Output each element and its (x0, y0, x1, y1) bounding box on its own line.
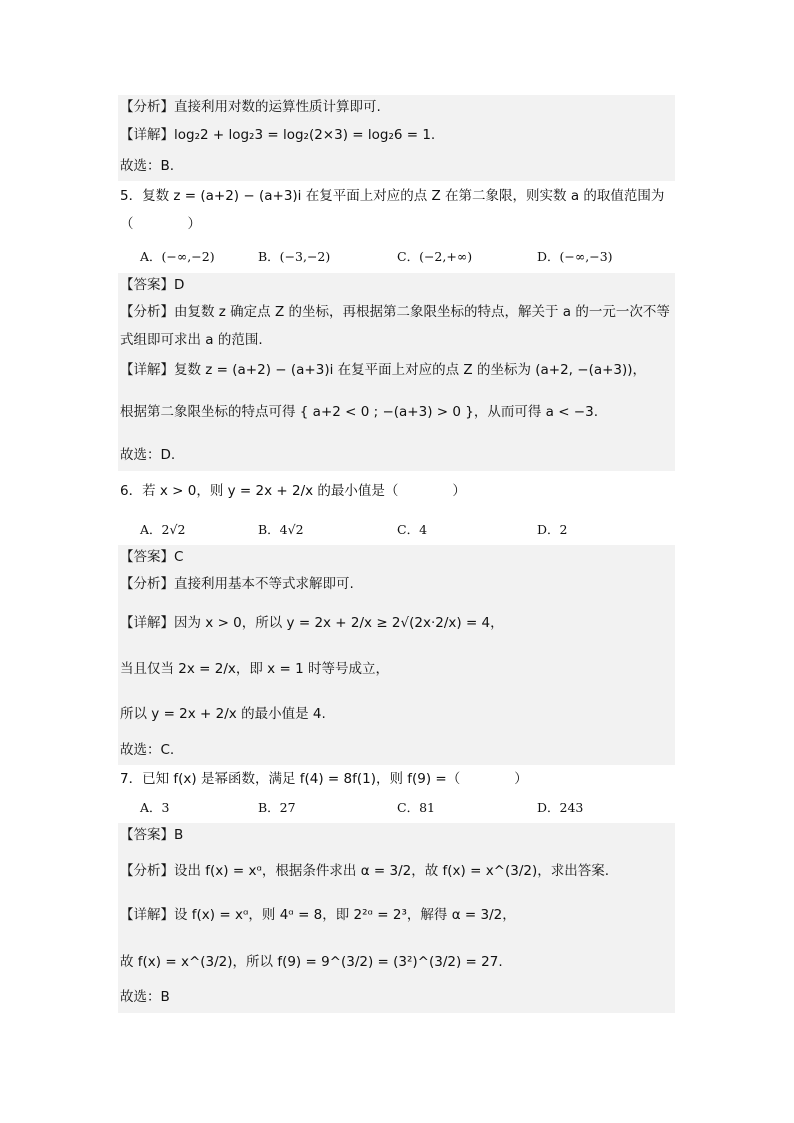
q7-option-c: C．81 (397, 800, 435, 815)
q7-choice: 故选：B (120, 989, 170, 1005)
q6-option-a: A．2√2 (140, 522, 186, 537)
q5-detail-line2: 根据第二象限坐标的特点可得 { a+2 < 0 ; −(a+3) > 0 }，从而可得 a < −3. (120, 404, 598, 420)
q5-analysis-line1: 【分析】由复数 z 确定点 Z 的坐标，再根据第二象限坐标的特点，解关于 a 的一元一次不等 (120, 304, 670, 320)
q6-option-d: D．2 (537, 522, 568, 537)
q4-choice: 故选：B. (120, 158, 175, 174)
q5-option-a: A．(−∞,−2) (140, 249, 215, 264)
q6-detail-line3: 所以 y = 2x + 2/x 的最小值是 4. (120, 706, 326, 722)
q5-answer: 【答案】D (120, 277, 185, 293)
q6-detail-line1: 【详解】因为 x > 0，所以 y = 2x + 2/x ≥ 2√(2x·2/x) = 4， (120, 615, 504, 631)
q7-option-a: A．3 (140, 800, 170, 815)
q6-analysis: 【分析】直接利用基本不等式求解即可. (120, 576, 354, 592)
q5-option-d: D．(−∞,−3) (537, 249, 613, 264)
q7-detail-line2: 故 f(x) = x^(3/2)，所以 f(9) = 9^(3/2) = (3²)^(3/2) = 27. (120, 954, 503, 970)
q7-answer: 【答案】B (120, 827, 184, 843)
q6-option-b: B．4√2 (258, 522, 304, 537)
q5-analysis-line2: 式组即可求出 a 的范围. (120, 332, 263, 348)
q5-option-b: B．(−3,−2) (258, 249, 331, 264)
q6-option-c: C．4 (397, 522, 428, 537)
q6-choice: 故选：C. (120, 742, 175, 758)
q5-detail-line1: 【详解】复数 z = (a+2) − (a+3)i 在复平面上对应的点 Z 的坐标为 (a+2, −(a+3))， (120, 362, 647, 378)
q7-option-d: D．243 (537, 800, 584, 815)
q6-detail-line2: 当且仅当 2x = 2/x，即 x = 1 时等号成立， (120, 661, 389, 677)
q6-answer: 【答案】C (120, 549, 184, 565)
q7-analysis: 【分析】设出 f(x) = xᵅ，根据条件求出 α = 3/2，故 f(x) = x^(3/2)，求出答案. (120, 863, 610, 879)
q4-detail: 【详解】log₂2 + log₂3 = log₂(2×3) = log₂6 = 1. (120, 127, 436, 143)
q7-detail-line1: 【详解】设 f(x) = xᵅ，则 4ᵅ = 8，即 2²ᵅ = 2³，解得 α = 3/2， (120, 907, 516, 923)
q5-stem-line2: （ ） (120, 216, 201, 232)
q4-analysis: 【分析】直接利用对数的运算性质计算即可. (120, 99, 381, 115)
q7-option-b: B．27 (258, 800, 296, 815)
q6-stem: 6．若 x > 0，则 y = 2x + 2/x 的最小值是（ ） (120, 483, 466, 499)
q5-stem-line1: 5．复数 z = (a+2) − (a+3)i 在复平面上对应的点 Z 在第二象限，则实数 a 的取值范围为 (120, 188, 665, 204)
q5-option-c: C．(−2,+∞) (397, 249, 473, 264)
q5-choice: 故选：D. (120, 447, 176, 463)
q7-stem: 7．已知 f(x) 是幂函数，满足 f(4) = 8f(1)，则 f(9) =（ ） (120, 771, 528, 787)
